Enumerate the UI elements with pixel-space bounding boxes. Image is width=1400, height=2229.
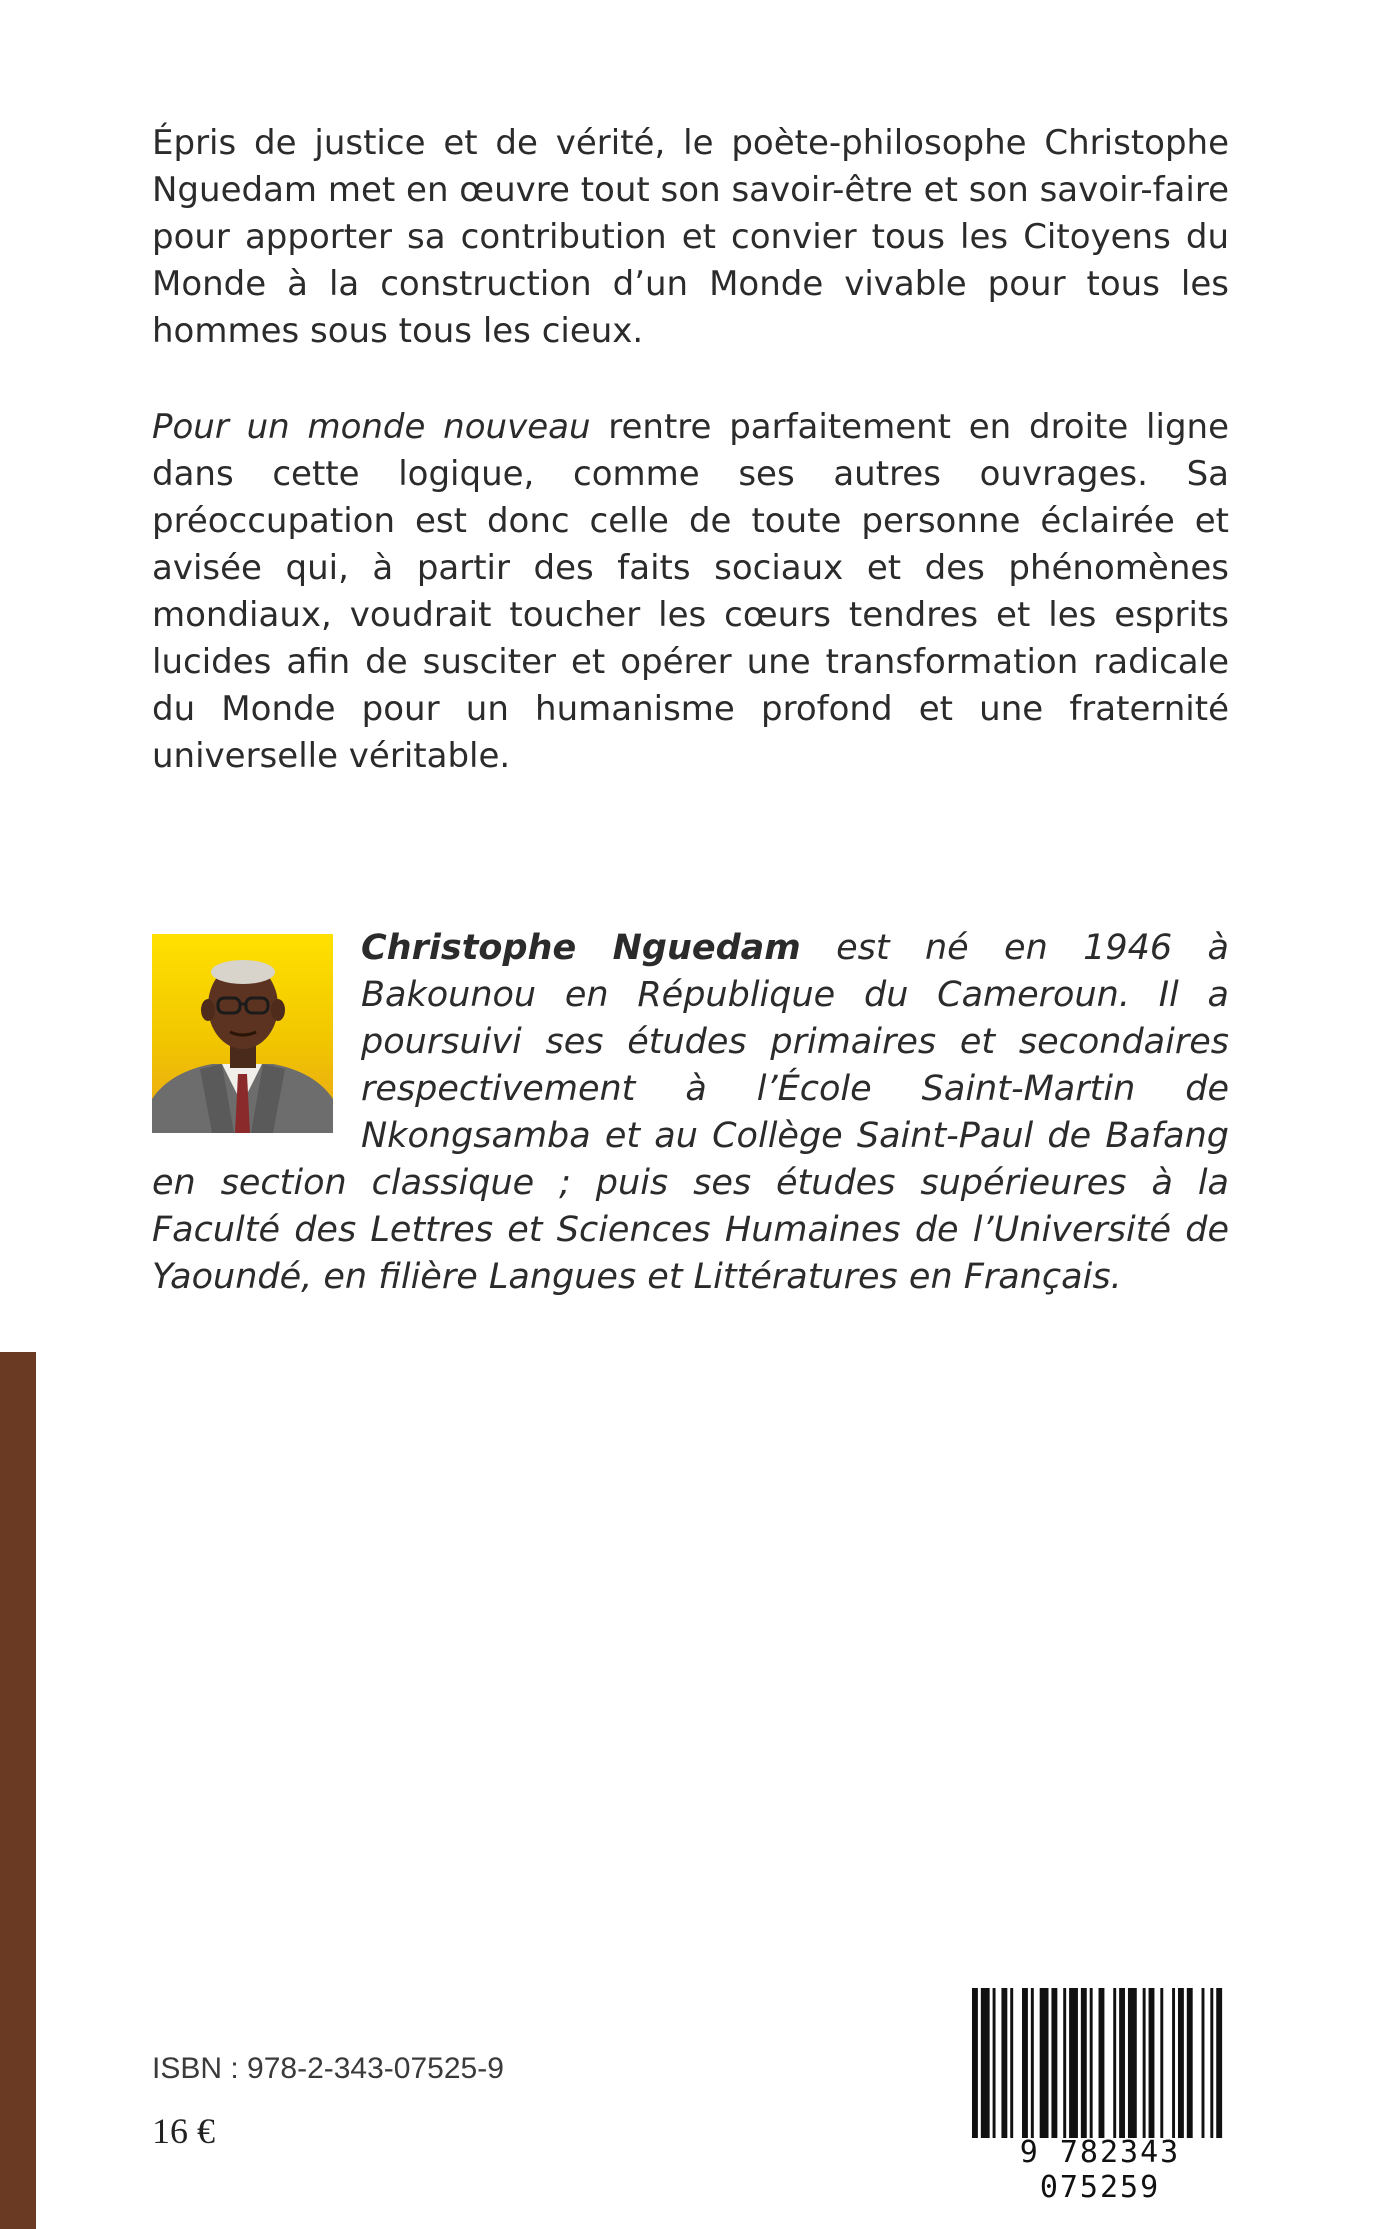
author-bio-text: est né en 1946 à Bakounou en République du Cameroun. Il a poursuivi ses études primaires et secondaires respectivement à l’École Saint-Martin de Nkongsamba et au Collège Saint-Paul de Bafang en section classique ; puis ses études supérieures à la Faculté des Lettres et Sciences Humaines de l’Université de Yaoundé, en filière Langues et Littératures en Français. bbox=[152, 928, 1229, 1297]
author-bio bbox=[152, 925, 1229, 1301]
author-name: Christophe Nguedam bbox=[361, 928, 801, 968]
portrait-icon bbox=[152, 934, 333, 1133]
barcode bbox=[960, 1988, 1240, 2205]
book-description-text: rentre parfaitement en droite ligne dans cette logique, comme ses autres ouvrages. Sa préoccupation est donc celle de toute personne éclairée et avisée qui, à partir des faits sociaux et des phénomènes mondiaux, voudrait toucher les cœurs tendres et les esprits lucides afin de susciter et opérer une transformation radicale du Monde pour un humanisme profond et une fraternité universelle véritable. bbox=[152, 407, 1229, 776]
author-photo bbox=[152, 934, 333, 1133]
book-title: Pour un monde nouveau bbox=[152, 407, 591, 447]
spine-stripe bbox=[0, 1352, 36, 2229]
intro-paragraph: Épris de justice et de vérité, le poète-philosophe Christophe Nguedam met en œuvre tout son savoir-être et son savoir-faire pour apporter sa contribution et convier tous les Citoyens du Monde à la construction d’un Monde vivable pour tous les hommes sous tous les cieux. bbox=[152, 123, 1229, 351]
price-label: 16 € bbox=[152, 2111, 215, 2151]
isbn-label: ISBN : 978-2-343-07525-9 bbox=[152, 2052, 504, 2085]
book-description-paragraph bbox=[152, 404, 1229, 780]
barcode-icon bbox=[972, 1988, 1228, 2138]
barcode-digits: 9 782343 075259 bbox=[1019, 2135, 1181, 2205]
